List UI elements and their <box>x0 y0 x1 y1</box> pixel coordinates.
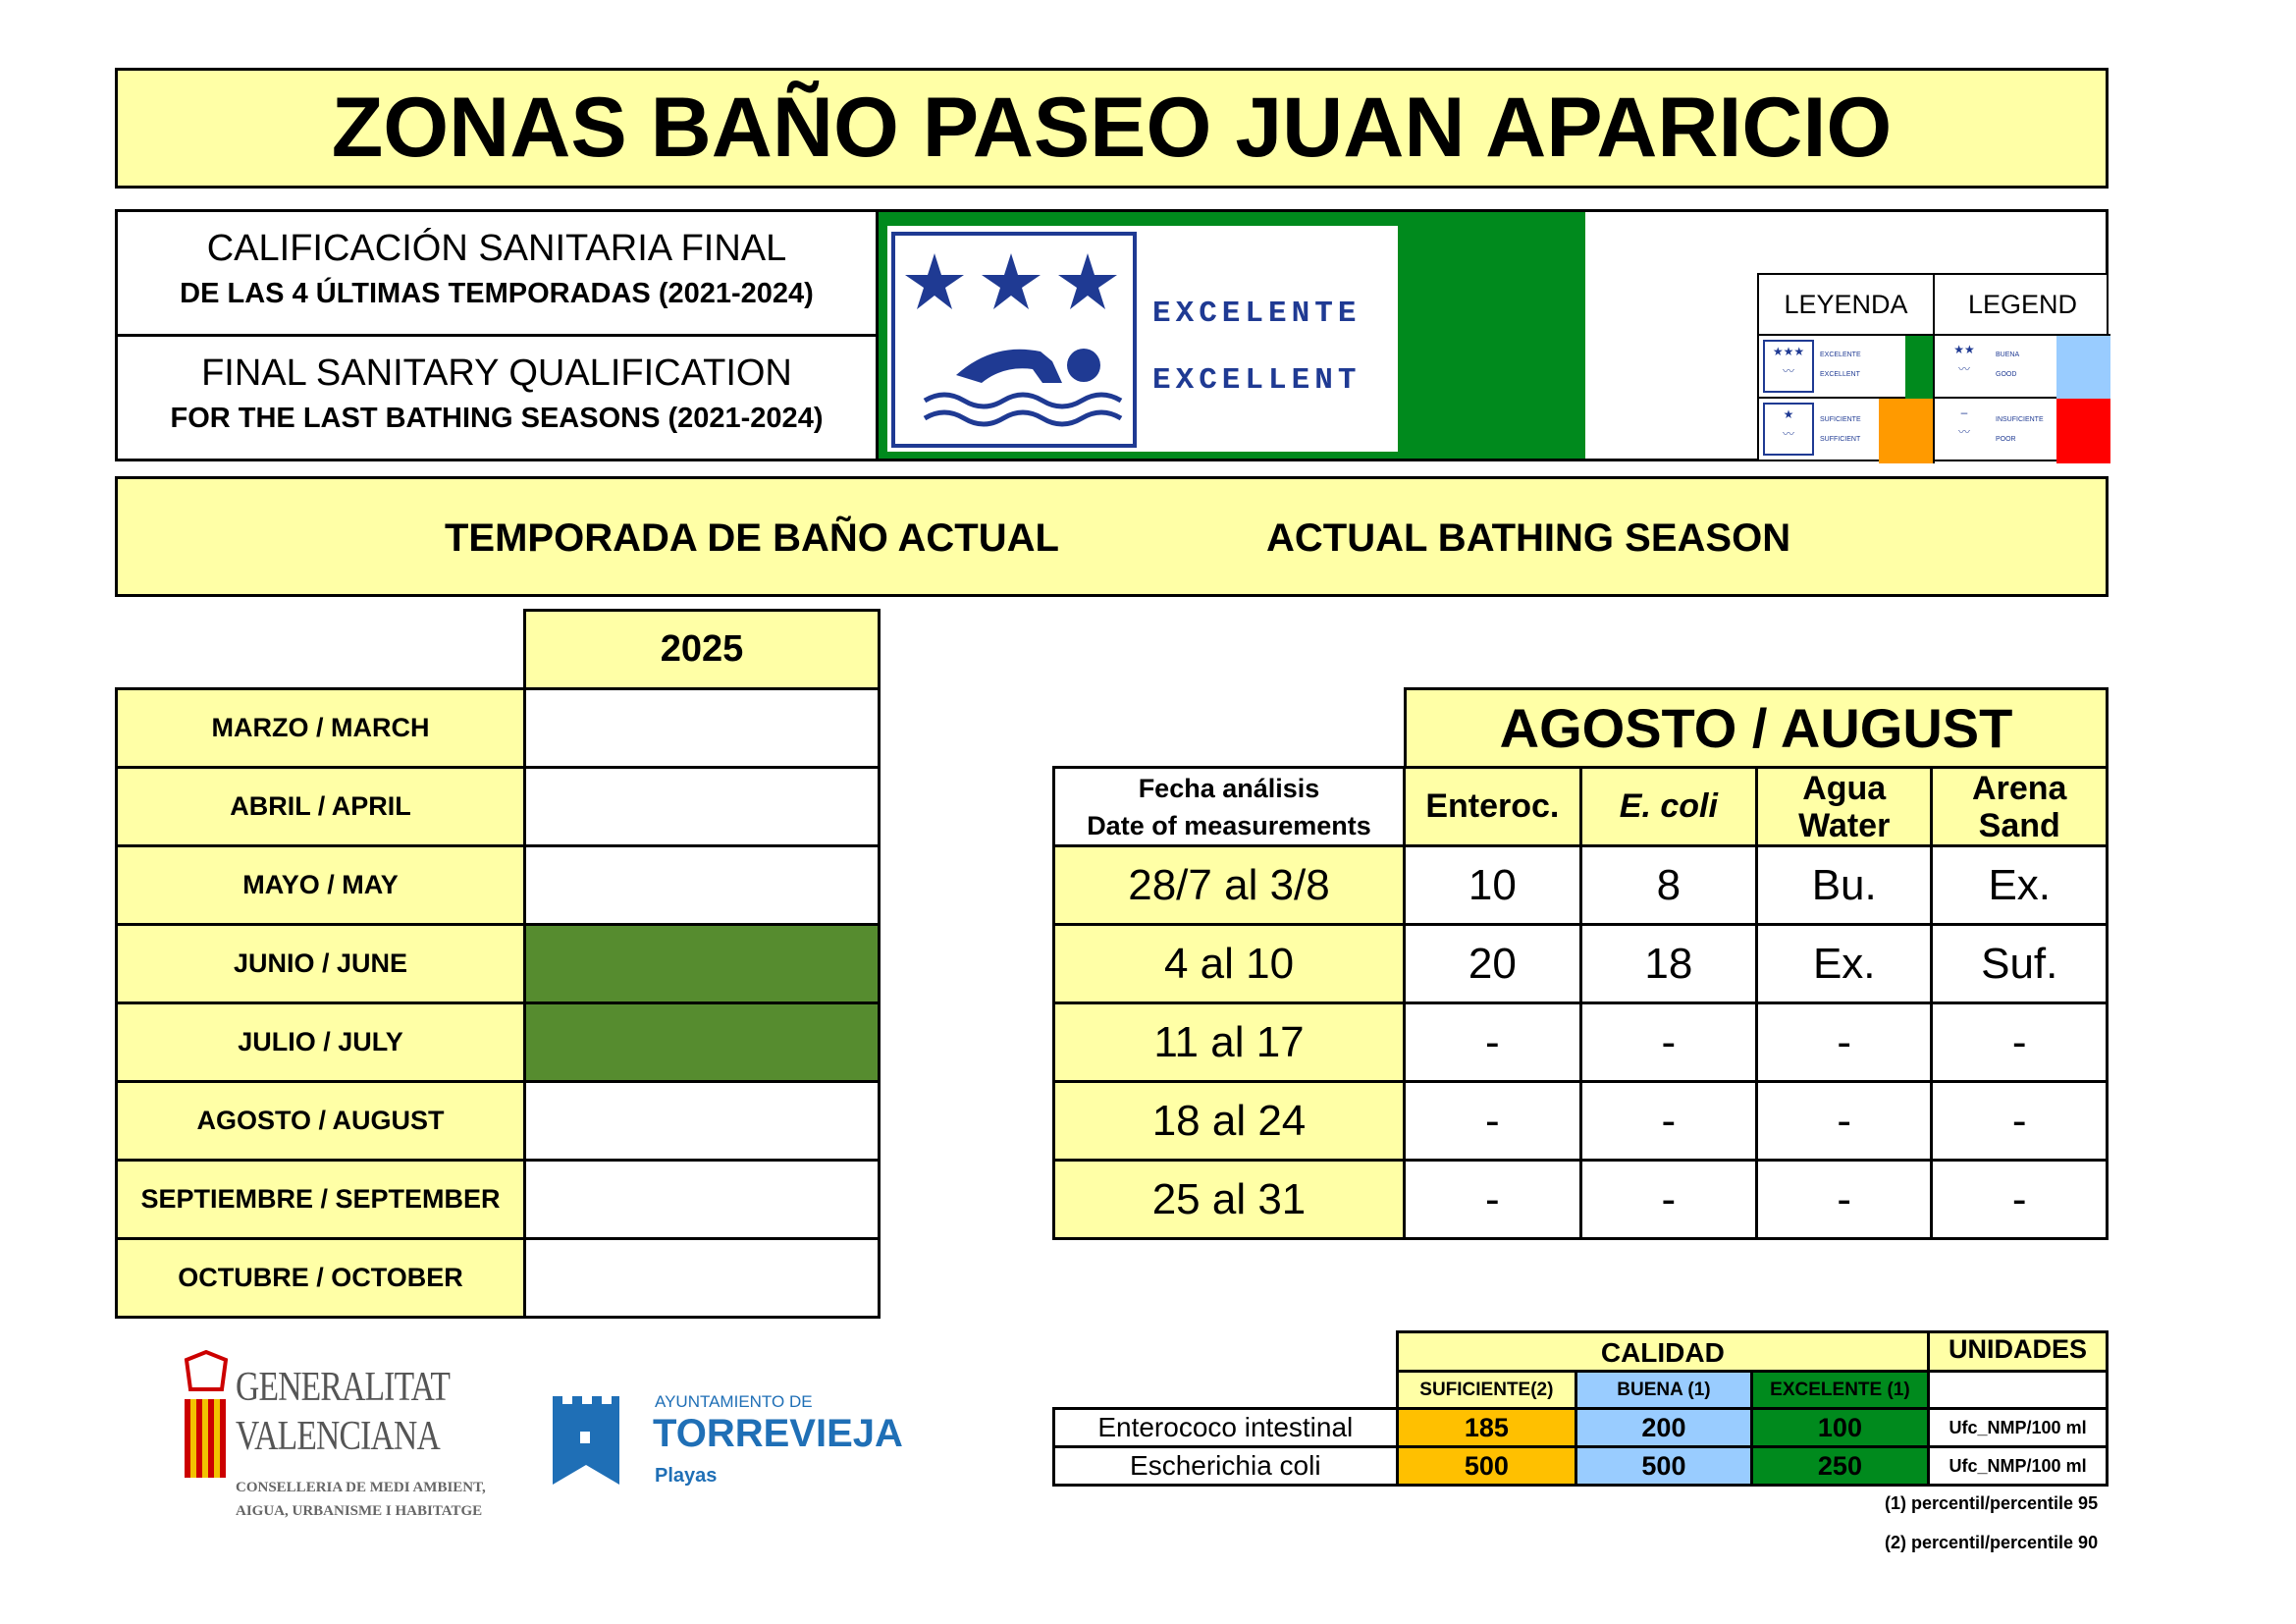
swimmer-1-star-icon: ★ 〰 <box>1763 403 1814 456</box>
generalitat-logo <box>177 1350 491 1546</box>
qualification-es-title: CALIFICACIÓN SANITARIA FINAL <box>206 228 787 269</box>
measurement-sand: Suf. <box>1932 925 2108 1003</box>
legend-label-excellent: EXCELLENT <box>1820 371 1860 378</box>
legend <box>1757 273 2109 461</box>
unidades-blank <box>1929 1372 2108 1409</box>
tv-name: TORREVIEJA <box>653 1412 903 1455</box>
season-label-es: TEMPORADA DE BAÑO ACTUAL <box>445 516 1059 560</box>
measurement-row <box>1054 1003 2108 1082</box>
august-title: AGOSTO / AUGUST <box>1404 687 2109 769</box>
legend-label-poor: POOR <box>1996 436 2016 443</box>
month-row <box>117 1239 880 1318</box>
qualification-en-subtitle: FOR THE LAST BATHING SEASONS (2021-2024) <box>170 403 824 434</box>
legend-item-buena <box>1935 336 2110 399</box>
month-row <box>117 768 880 846</box>
badge-label-en: EXCELLENT <box>1152 363 1362 398</box>
water-header-es: Agua <box>1802 769 1887 807</box>
three-stars-swimmer-icon <box>895 236 1133 444</box>
quality-suficiente: 500 <box>1397 1447 1576 1486</box>
swimmer-no-star-icon: – 〰 <box>1957 406 1970 439</box>
month-status-cell <box>525 689 880 768</box>
gv-sub1: CONSELLERIA DE MEDI AMBIENT, <box>236 1480 486 1495</box>
measurement-ecoli: 8 <box>1580 846 1756 925</box>
month-row <box>117 1082 880 1161</box>
legend-label-good: GOOD <box>1996 371 2017 378</box>
quality-empty-cell <box>1054 1332 1398 1372</box>
date-header-en: Date of measurements <box>1087 810 1371 840</box>
ecoli-header: E. coli <box>1580 768 1756 846</box>
legend-header-es: LEYENDA <box>1759 275 1935 336</box>
measurement-water: - <box>1756 1082 1931 1161</box>
footnote-1: (1) percentil/percentile 95 <box>1885 1493 2099 1513</box>
measurement-ecoli: - <box>1580 1082 1756 1161</box>
tv-sub: Playas <box>655 1465 718 1487</box>
measurement-date: 25 al 31 <box>1054 1161 1405 1239</box>
water-header <box>1756 768 1931 846</box>
month-row <box>117 1161 880 1239</box>
august-table <box>1052 766 2109 1240</box>
legend-color-suficiente <box>1879 399 1933 463</box>
month-label: ABRIL / APRIL <box>117 768 525 846</box>
water-header-en: Water <box>1798 806 1891 844</box>
legend-label-excelente: EXCELENTE <box>1820 352 1861 358</box>
measurement-date: 11 al 17 <box>1054 1003 1405 1082</box>
measurement-date: 28/7 al 3/8 <box>1054 846 1405 925</box>
legend-color-excelente <box>1905 336 1933 399</box>
legend-item-suficiente <box>1759 399 1935 463</box>
quality-row <box>1054 1447 2108 1486</box>
measurement-enteroc: 20 <box>1404 925 1580 1003</box>
measurement-ecoli: - <box>1580 1003 1756 1082</box>
generalitat-shield-icon <box>177 1350 236 1488</box>
quality-table <box>1052 1330 2109 1487</box>
month-status-cell <box>525 1239 880 1318</box>
legend-label-suficiente: SUFICIENTE <box>1820 416 1861 423</box>
month-row <box>117 1003 880 1082</box>
date-header <box>1054 768 1405 846</box>
measurement-date: 18 al 24 <box>1054 1082 1405 1161</box>
measurement-ecoli: 18 <box>1580 925 1756 1003</box>
gv-line1: GENERALITAT <box>236 1365 451 1410</box>
legend-label-buena: BUENA <box>1996 352 2020 358</box>
measurement-date: 4 al 10 <box>1054 925 1405 1003</box>
legend-color-buena <box>2056 336 2110 399</box>
quality-name: Escherichia coli <box>1054 1447 1398 1486</box>
unidades-header: UNIDADES <box>1929 1332 2108 1372</box>
excelente-header: EXCELENTE (1) <box>1751 1372 1928 1409</box>
legend-header-en: LEGEND <box>1935 275 2110 336</box>
measurement-water: Bu. <box>1756 846 1931 925</box>
quality-row <box>1054 1409 2108 1447</box>
measurement-ecoli: - <box>1580 1161 1756 1239</box>
month-status-cell <box>525 925 880 1003</box>
month-status-cell <box>525 1161 880 1239</box>
months-table <box>115 687 881 1319</box>
enteroc-header: Enteroc. <box>1404 768 1580 846</box>
date-header-es: Fecha análisis <box>1138 773 1320 803</box>
quality-excelente: 100 <box>1751 1409 1928 1447</box>
measurement-row <box>1054 1082 2108 1161</box>
month-label: MARZO / MARCH <box>117 689 525 768</box>
measurement-sand: - <box>1932 1161 2108 1239</box>
month-label: AGOSTO / AUGUST <box>117 1082 525 1161</box>
qualification-en-box <box>115 334 879 461</box>
season-label-en: ACTUAL BATHING SEASON <box>1266 516 1791 560</box>
torrevieja-tower-icon <box>545 1386 623 1494</box>
torrevieja-logo <box>545 1375 908 1502</box>
month-status-cell <box>525 768 880 846</box>
quality-units: Ufc_NMP/100 ml <box>1929 1447 2108 1486</box>
month-status-cell <box>525 1082 880 1161</box>
qualification-badge <box>887 226 1398 452</box>
month-status-cell <box>525 846 880 925</box>
quality-buena: 200 <box>1576 1409 1752 1447</box>
tv-small: AYUNTAMIENTO DE <box>655 1392 813 1411</box>
swimmer-2-stars-icon: ★★ 〰 <box>1953 343 1975 376</box>
month-row <box>117 689 880 768</box>
year-header: 2025 <box>523 609 881 690</box>
quality-name: Enterococo intestinal <box>1054 1409 1398 1447</box>
suficiente-header: SUFICIENTE(2) <box>1397 1372 1576 1409</box>
month-status-cell <box>525 1003 880 1082</box>
measurement-enteroc: - <box>1404 1082 1580 1161</box>
month-label: SEPTIEMBRE / SEPTEMBER <box>117 1161 525 1239</box>
measurement-water: - <box>1756 1003 1931 1082</box>
measurement-sand: - <box>1932 1082 2108 1161</box>
calidad-header: CALIDAD <box>1397 1332 1929 1372</box>
qualification-en-title: FINAL SANITARY QUALIFICATION <box>201 352 792 394</box>
season-bar <box>115 476 2109 597</box>
buena-header: BUENA (1) <box>1576 1372 1752 1409</box>
quality-suficiente: 185 <box>1397 1409 1576 1447</box>
qualification-es-subtitle: DE LAS 4 ÚLTIMAS TEMPORADAS (2021-2024) <box>180 278 814 309</box>
quality-excelente: 250 <box>1751 1447 1928 1486</box>
measurement-row <box>1054 846 2108 925</box>
month-row <box>117 925 880 1003</box>
measurement-sand: - <box>1932 1003 2108 1082</box>
measurement-enteroc: 10 <box>1404 846 1580 925</box>
legend-item-insuficiente <box>1935 399 2110 463</box>
sand-header-es: Arena <box>1972 769 2067 807</box>
month-row <box>117 846 880 925</box>
measurement-enteroc: - <box>1404 1003 1580 1082</box>
gv-line2: VALENCIANA <box>236 1414 440 1459</box>
quality-units: Ufc_NMP/100 ml <box>1929 1409 2108 1447</box>
measurement-row <box>1054 925 2108 1003</box>
measurement-sand: Ex. <box>1932 846 2108 925</box>
gv-sub2: AIGUA, URBANISME I HABITATGE <box>236 1503 483 1519</box>
measurement-enteroc: - <box>1404 1161 1580 1239</box>
badge-icon-frame <box>891 232 1137 448</box>
sand-header-en: Sand <box>1978 806 2060 844</box>
legend-color-insuficiente <box>2056 399 2110 463</box>
legend-label-insuficiente: INSUFICIENTE <box>1996 416 2044 423</box>
measurement-water: - <box>1756 1161 1931 1239</box>
page-title: ZONAS BAÑO PASEO JUAN APARICIO <box>115 68 2109 189</box>
month-label: OCTUBRE / OCTOBER <box>117 1239 525 1318</box>
qualification-es-box <box>115 209 879 337</box>
quality-buena: 500 <box>1576 1447 1752 1486</box>
legend-label-sufficient: SUFFICIENT <box>1820 436 1861 443</box>
month-label: MAYO / MAY <box>117 846 525 925</box>
month-label: JULIO / JULY <box>117 1003 525 1082</box>
month-label: JUNIO / JUNE <box>117 925 525 1003</box>
swimmer-3-stars-icon: ★★★ 〰 <box>1763 340 1814 393</box>
measurement-water: Ex. <box>1756 925 1931 1003</box>
badge-label-es: EXCELENTE <box>1152 297 1362 331</box>
legend-item-excelente <box>1759 336 1935 399</box>
sand-header <box>1932 768 2108 846</box>
quality-empty-cell-2 <box>1054 1372 1398 1409</box>
footnote-2: (2) percentil/percentile 90 <box>1885 1533 2099 1552</box>
measurement-row <box>1054 1161 2108 1239</box>
